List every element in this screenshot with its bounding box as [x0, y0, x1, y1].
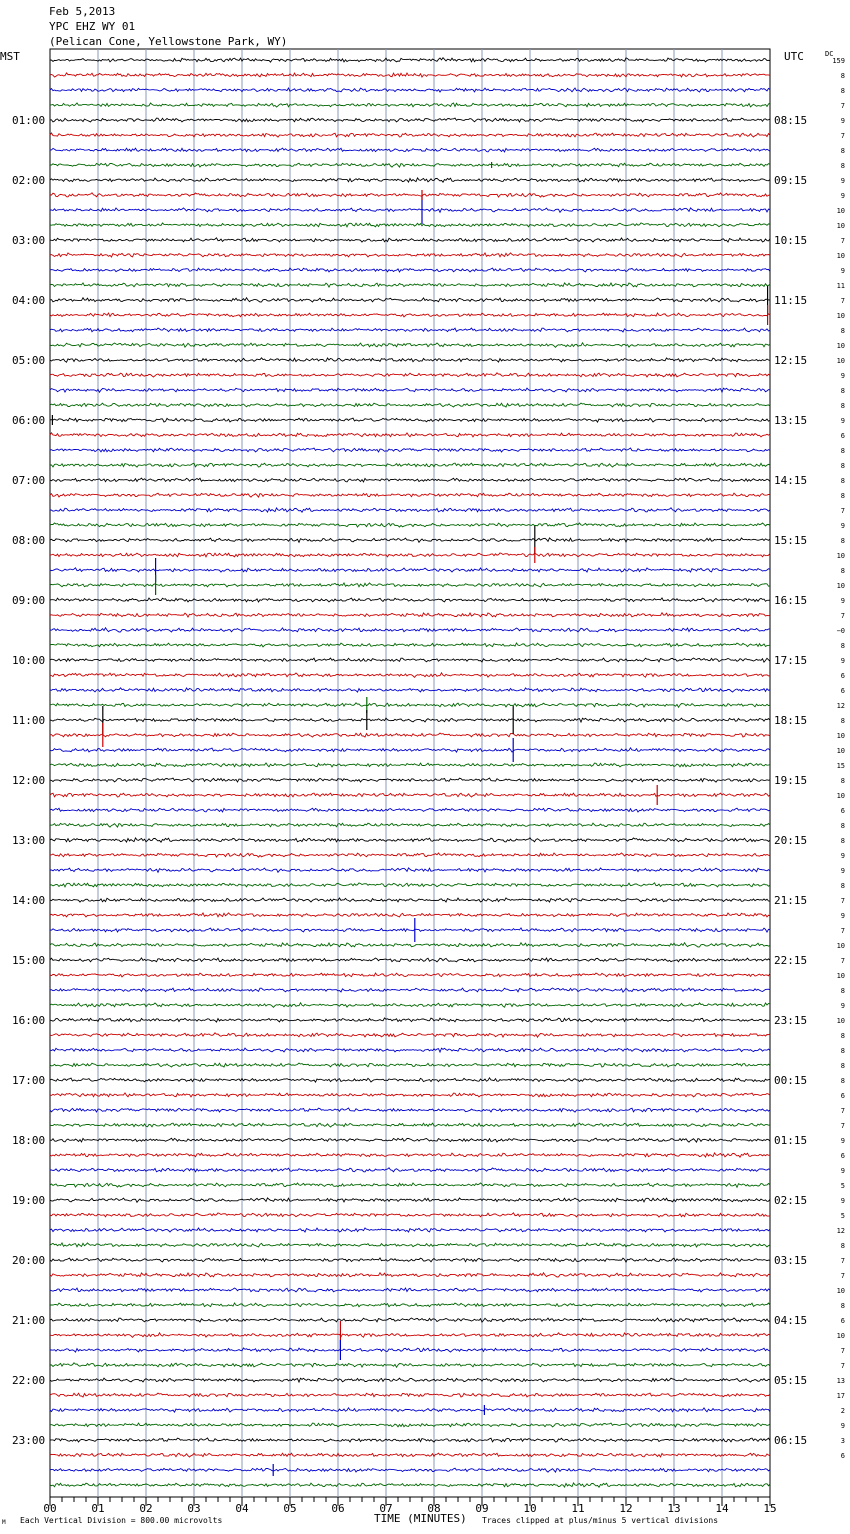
trace-line — [50, 628, 770, 632]
dc-offset-label: 9 — [840, 117, 845, 125]
trace-line — [50, 748, 770, 752]
utc-hour-label: 16:15 — [774, 594, 808, 607]
dc-offset-label: 8 — [840, 327, 845, 335]
trace-line — [50, 1063, 770, 1067]
trace-line — [50, 1168, 770, 1172]
trace-line — [50, 1303, 770, 1307]
dc-offset-label: 6 — [840, 1317, 845, 1325]
trace-line — [50, 943, 770, 947]
dc-offset-label: 10 — [836, 357, 845, 365]
trace-line — [50, 1258, 770, 1262]
dc-axis-title: DC — [825, 50, 834, 58]
trace-line — [50, 583, 770, 587]
x-tick-label: 03 — [187, 1502, 201, 1515]
dc-offset-label: 9 — [840, 1137, 845, 1145]
dc-offset-label: 6 — [840, 1152, 845, 1160]
mst-hour-label: 08:00 — [12, 534, 46, 547]
mst-hour-label: 05:00 — [12, 354, 46, 367]
dc-offset-label: 17 — [836, 1392, 845, 1400]
mst-hour-label: 20:00 — [12, 1254, 46, 1267]
dc-offset-label: 6 — [840, 687, 845, 695]
utc-hour-label: 22:15 — [774, 954, 808, 967]
dc-offset-label: 3 — [840, 1437, 845, 1445]
trace-line — [50, 1198, 770, 1202]
mst-hour-label: 11:00 — [12, 714, 46, 727]
trace-line — [50, 418, 770, 422]
trace-line — [50, 1183, 770, 1187]
utc-hour-label: 10:15 — [774, 234, 808, 247]
dc-offset-label: 8 — [840, 1242, 845, 1250]
trace-line — [50, 1228, 770, 1232]
trace-line — [50, 1483, 770, 1487]
trace-line — [50, 193, 770, 197]
utc-hour-label: 03:15 — [774, 1254, 808, 1267]
trace-line — [50, 568, 770, 572]
trace-line — [50, 883, 770, 887]
dc-offset-label: 7 — [840, 132, 845, 140]
trace-line — [50, 1033, 770, 1037]
dc-offset-label: 5 — [840, 1182, 845, 1190]
trace-line — [50, 1093, 770, 1097]
dc-offset-label: 7 — [840, 897, 845, 905]
utc-hour-label: 12:15 — [774, 354, 808, 367]
trace-line — [50, 1453, 770, 1457]
dc-offset-label: 10 — [836, 1287, 845, 1295]
trace-line — [50, 523, 770, 527]
trace-line — [50, 133, 770, 137]
trace-line — [50, 1408, 770, 1412]
dc-offset-label: 9 — [840, 372, 845, 380]
x-tick-label: 12 — [619, 1502, 633, 1515]
trace-line — [50, 688, 770, 692]
utc-axis-title: UTC — [784, 50, 804, 63]
utc-hour-label: 21:15 — [774, 894, 808, 907]
trace-line — [50, 958, 770, 962]
x-axis-title: TIME (MINUTES) — [374, 1512, 467, 1525]
trace-line — [50, 808, 770, 812]
trace-line — [50, 1423, 770, 1427]
trace-line — [50, 73, 770, 77]
dc-offset-label: −0 — [836, 627, 845, 635]
utc-hour-label: 17:15 — [774, 654, 808, 667]
location-label: (Pelican Cone, Yellowstone Park, WY) — [49, 35, 288, 48]
date-label: Feb 5,2013 — [49, 5, 116, 18]
dc-offset-label: 9 — [840, 1002, 845, 1010]
trace-line — [50, 208, 770, 212]
dc-offset-label: 12 — [836, 1227, 845, 1235]
mst-hour-label: 02:00 — [12, 174, 46, 187]
trace-line — [50, 1153, 770, 1157]
trace-line — [50, 703, 770, 707]
dc-offset-label: 9 — [840, 1167, 845, 1175]
dc-offset-label: 5 — [840, 1212, 845, 1220]
dc-offset-label: 9 — [840, 1197, 845, 1205]
dc-offset-label: 10 — [836, 207, 845, 215]
utc-hour-label: 23:15 — [774, 1014, 808, 1027]
dc-offset-label: 8 — [840, 567, 845, 575]
dc-offset-label: 7 — [840, 1257, 845, 1265]
trace-line — [50, 643, 770, 647]
trace-line — [50, 1108, 770, 1112]
trace-line — [50, 388, 770, 392]
utc-hour-label: 11:15 — [774, 294, 808, 307]
seismic-events — [52, 162, 767, 1476]
utc-hour-label: 04:15 — [774, 1314, 808, 1327]
dc-offset-label: 9 — [840, 417, 845, 425]
scale-note: Each Vertical Division = 800.00 microvolts — [20, 1516, 223, 1525]
trace-line — [50, 298, 770, 302]
trace-line — [50, 1273, 770, 1277]
mst-hour-label: 01:00 — [12, 114, 46, 127]
dc-offset-label: 8 — [840, 492, 845, 500]
x-tick-label: 08 — [427, 1502, 441, 1515]
dc-offset-label: 10 — [836, 312, 845, 320]
trace-line — [50, 313, 770, 317]
dc-offset-label: 10 — [836, 732, 845, 740]
trace-line — [50, 178, 770, 182]
utc-hour-label: 19:15 — [774, 774, 808, 787]
x-tick-label: 09 — [475, 1502, 489, 1515]
utc-hour-label: 15:15 — [774, 534, 808, 547]
dc-offset-label: 8 — [840, 642, 845, 650]
utc-hour-label: 09:15 — [774, 174, 808, 187]
trace-line — [50, 733, 770, 737]
trace-line — [50, 283, 770, 287]
dc-offset-label: 6 — [840, 432, 845, 440]
mst-hour-label: 22:00 — [12, 1374, 46, 1387]
dc-offset-label: 8 — [840, 87, 845, 95]
trace-line — [50, 613, 770, 617]
dc-offset-label: 13 — [836, 1377, 845, 1385]
trace-line — [50, 928, 770, 932]
dc-offset-label: 159 — [832, 57, 845, 65]
trace-line — [50, 328, 770, 332]
utc-hour-label: 20:15 — [774, 834, 808, 847]
mst-hour-label: 18:00 — [12, 1134, 46, 1147]
x-tick-label: 07 — [379, 1502, 393, 1515]
x-tick-label: 13 — [667, 1502, 681, 1515]
trace-line — [50, 658, 770, 662]
trace-line — [50, 403, 770, 407]
dc-offset-label: 10 — [836, 942, 845, 950]
mst-hour-label: 06:00 — [12, 414, 46, 427]
dc-offset-label: 10 — [836, 1017, 845, 1025]
dc-offset-label: 10 — [836, 342, 845, 350]
dc-offset-label: 7 — [840, 1107, 845, 1115]
trace-line — [50, 538, 770, 542]
trace-line — [50, 448, 770, 452]
trace-line — [50, 1288, 770, 1292]
trace-line — [50, 553, 770, 557]
dc-offset-label: 8 — [840, 462, 845, 470]
trace-line — [50, 118, 770, 122]
trace-line — [50, 898, 770, 902]
trace-line — [50, 988, 770, 992]
dc-offset-label: 9 — [840, 267, 845, 275]
trace-line — [50, 373, 770, 377]
dc-offset-label: 6 — [840, 807, 845, 815]
dc-offset-label: 8 — [840, 387, 845, 395]
trace-line — [50, 1438, 770, 1442]
mst-hour-label: 23:00 — [12, 1434, 46, 1447]
dc-offset-label: 9 — [840, 852, 845, 860]
trace-line — [50, 598, 770, 602]
dc-offset-label: 2 — [840, 1407, 845, 1415]
dc-offset-label: 8 — [840, 837, 845, 845]
dc-offset-label: 10 — [836, 552, 845, 560]
dc-offset-label: 7 — [840, 957, 845, 965]
mst-hour-label: 15:00 — [12, 954, 46, 967]
trace-line — [50, 1468, 770, 1472]
dc-offset-label: 10 — [836, 792, 845, 800]
dc-offset-label: 11 — [836, 282, 845, 290]
clip-note: Traces clipped at plus/minus 5 vertical divisions — [482, 1516, 719, 1525]
x-tick-label: 06 — [331, 1502, 345, 1515]
mst-hour-label: 09:00 — [12, 594, 46, 607]
trace-line — [50, 343, 770, 348]
mst-hour-label: 16:00 — [12, 1014, 46, 1027]
dc-offset-label: 9 — [840, 912, 845, 920]
trace-line — [50, 718, 770, 722]
utc-hour-label: 13:15 — [774, 414, 808, 427]
dc-offset-label: 6 — [840, 672, 845, 680]
trace-line — [50, 238, 770, 242]
trace-line — [50, 88, 770, 92]
x-tick-label: 05 — [283, 1502, 297, 1515]
mst-hour-label: 21:00 — [12, 1314, 46, 1327]
dc-offset-label: 9 — [840, 177, 845, 185]
trace-line — [50, 463, 770, 467]
dc-offset-label: 8 — [840, 477, 845, 485]
x-tick-label: 11 — [571, 1502, 585, 1515]
plot-frame — [50, 49, 770, 1497]
traces — [50, 58, 770, 1488]
dc-offset-label: 7 — [840, 102, 845, 110]
dc-offset-label: 7 — [840, 1272, 845, 1280]
utc-hour-label: 01:15 — [774, 1134, 808, 1147]
trace-line — [50, 268, 770, 272]
mst-hour-label: 17:00 — [12, 1074, 46, 1087]
dc-offset-label: 15 — [836, 762, 845, 770]
mst-hour-label: 12:00 — [12, 774, 46, 787]
trace-line — [50, 1213, 770, 1217]
dc-offset-label: 8 — [840, 162, 845, 170]
trace-line — [50, 1333, 770, 1338]
trace-line — [50, 358, 770, 362]
dc-offset-label: 8 — [840, 717, 845, 725]
dc-offset-label: 8 — [840, 537, 845, 545]
utc-hour-label: 18:15 — [774, 714, 808, 727]
trace-line — [50, 763, 770, 767]
dc-offset-label: 10 — [836, 1332, 845, 1340]
trace-line — [50, 1078, 770, 1082]
dc-offset-label: 8 — [840, 1062, 845, 1070]
dc-offset-label: 6 — [840, 1092, 845, 1100]
x-tick-label: 14 — [715, 1502, 729, 1515]
dc-offset-label: 8 — [840, 822, 845, 830]
dc-offset-label: 8 — [840, 72, 845, 80]
dc-offset-label: 9 — [840, 522, 845, 530]
trace-line — [50, 508, 770, 512]
dc-offset-label: 10 — [836, 972, 845, 980]
trace-line — [50, 163, 770, 167]
dc-offset-label: 7 — [840, 612, 845, 620]
dc-offset-label: 7 — [840, 297, 845, 305]
x-tick-label: 15 — [763, 1502, 777, 1515]
dc-offset-label: 10 — [836, 582, 845, 590]
dc-offset-label: 9 — [840, 1422, 845, 1430]
dc-offset-label: 8 — [840, 1047, 845, 1055]
trace-line — [50, 838, 770, 842]
mst-axis-title: MST — [0, 50, 20, 63]
trace-line — [50, 868, 770, 872]
utc-hour-label: 08:15 — [774, 114, 808, 127]
dc-offset-label: 9 — [840, 597, 845, 605]
utc-hour-label: 06:15 — [774, 1434, 808, 1447]
dc-offset-label: 8 — [840, 777, 845, 785]
trace-line — [50, 1123, 770, 1127]
x-tick-label: 04 — [235, 1502, 249, 1515]
dc-offset-label: 8 — [840, 402, 845, 410]
mst-hour-label: 19:00 — [12, 1194, 46, 1207]
utc-hour-label: 14:15 — [774, 474, 808, 487]
trace-line — [50, 1003, 770, 1008]
trace-line — [50, 223, 770, 227]
dc-offset-label: 8 — [840, 1302, 845, 1310]
trace-line — [50, 253, 770, 257]
mst-hour-label: 07:00 — [12, 474, 46, 487]
dc-offset-label: 7 — [840, 927, 845, 935]
dc-offset-label: 8 — [840, 1077, 845, 1085]
dc-offset-label: 8 — [840, 1032, 845, 1040]
x-tick-label: 01 — [91, 1502, 105, 1515]
trace-line — [50, 1138, 770, 1142]
dc-offset-label: 10 — [836, 222, 845, 230]
mst-hour-label: 04:00 — [12, 294, 46, 307]
dc-offset-label: 9 — [840, 657, 845, 665]
trace-line — [50, 973, 770, 977]
dc-offset-label: 8 — [840, 882, 845, 890]
dc-offset-label: 9 — [840, 867, 845, 875]
station-label: YPC EHZ WY 01 — [49, 20, 136, 33]
utc-hour-label: 02:15 — [774, 1194, 808, 1207]
trace-line — [50, 103, 770, 107]
dc-offset-label: 7 — [840, 1362, 845, 1370]
trace-line — [50, 148, 770, 152]
trace-line — [50, 778, 770, 782]
dc-offset-label: 8 — [840, 987, 845, 995]
dc-offset-label: 9 — [840, 192, 845, 200]
trace-line — [50, 58, 770, 62]
trace-line — [50, 823, 770, 827]
dc-offset-label: 7 — [840, 237, 845, 245]
trace-line — [50, 493, 770, 497]
utc-hour-label: 00:15 — [774, 1074, 808, 1087]
trace-line — [50, 1318, 770, 1322]
mst-hour-label: 10:00 — [12, 654, 46, 667]
minute-grid — [50, 49, 770, 1497]
trace-line — [50, 1378, 770, 1382]
trace-line — [50, 478, 770, 482]
dc-offset-label: 12 — [836, 702, 845, 710]
dc-offset-label: 8 — [840, 447, 845, 455]
x-tick-label: 02 — [139, 1502, 153, 1515]
utc-hour-label: 05:15 — [774, 1374, 808, 1387]
dc-offset-label: 10 — [836, 252, 845, 260]
mst-hour-label: 14:00 — [12, 894, 46, 907]
trace-line — [50, 1363, 770, 1367]
dc-offset-label: 7 — [840, 1122, 845, 1130]
x-tick-label: 10 — [523, 1502, 537, 1515]
trace-line — [50, 673, 770, 678]
dc-offset-label: 6 — [840, 1452, 845, 1460]
trace-line — [50, 433, 770, 437]
dc-offset-label: 10 — [836, 747, 845, 755]
trace-line — [50, 1348, 770, 1352]
trace-line — [50, 913, 770, 917]
trace-line — [50, 1243, 770, 1247]
trace-line — [50, 1393, 770, 1397]
corner-mark: M — [2, 1519, 6, 1526]
trace-line — [50, 793, 770, 797]
mst-hour-label: 03:00 — [12, 234, 46, 247]
mst-hour-label: 13:00 — [12, 834, 46, 847]
trace-line — [50, 1048, 770, 1052]
trace-line — [50, 853, 770, 857]
dc-offset-label: 8 — [840, 147, 845, 155]
dc-offset-label: 7 — [840, 1347, 845, 1355]
x-tick-label: 00 — [43, 1502, 57, 1515]
trace-line — [50, 1018, 770, 1022]
dc-offset-label: 7 — [840, 507, 845, 515]
